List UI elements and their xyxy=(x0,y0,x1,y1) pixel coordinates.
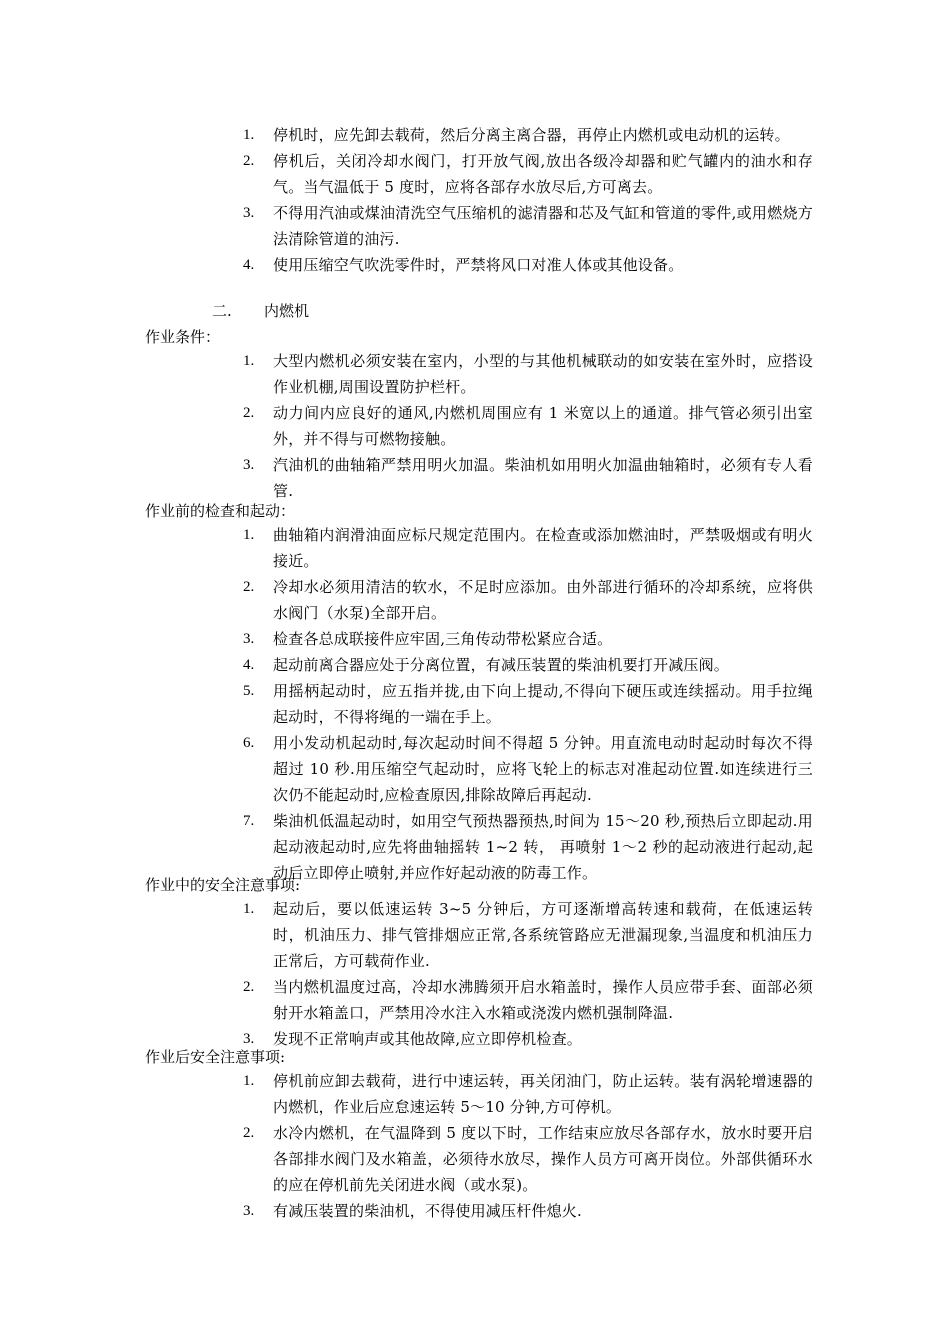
list-number: 4. xyxy=(243,657,255,673)
list-text: 用摇柄起动时，应五指并拢,由下向上提动,不得向下硬压或连续摇动。用手拉绳起动时，不得将绳的一端在手上。 xyxy=(273,682,813,726)
conditions-list xyxy=(0,348,950,504)
prestart-heading: 作业前的检查和起动： xyxy=(145,502,296,520)
after-list xyxy=(0,1068,950,1224)
during-list xyxy=(0,896,950,1052)
list-text: 大型内燃机必须安装在室内，小型的与其他机械联动的如安装在室外时，应搭设作业机棚,周围设置防护栏杆。 xyxy=(273,352,813,396)
after-heading: 作业后安全注意事项: xyxy=(145,1048,286,1066)
list-text: 停机时，应先卸去载荷，然后分离主离合器，再停止内燃机或电动机的运转。 xyxy=(273,126,790,144)
compressor-shutdown-list xyxy=(0,122,950,278)
list-text: 发现不正常响声或其他故障,应立即停机检查。 xyxy=(273,1030,582,1048)
list-number: 1. xyxy=(243,527,255,543)
list-item xyxy=(0,974,950,1026)
list-item xyxy=(0,1120,950,1198)
list-item xyxy=(0,678,950,730)
list-number: 3. xyxy=(243,1031,255,1047)
list-number: 1. xyxy=(243,1073,255,1089)
section-number: 二. xyxy=(212,302,232,320)
list-text: 不得用汽油或煤油清洗空气压缩机的滤清器和芯及气缸和管道的零件,或用燃烧方法清除管道的油污. xyxy=(273,204,813,248)
list-text: 当内燃机温度过高，冷却水沸腾须开启水箱盖时，操作人员应带手套、面部必须射开水箱盖口，严禁用冷水注入水箱或浇泼内燃机强制降温. xyxy=(273,978,813,1022)
list-item xyxy=(0,122,950,148)
list-item xyxy=(0,522,950,574)
list-item xyxy=(0,652,950,678)
during-heading: 作业中的安全注意事项: xyxy=(145,876,301,894)
list-text: 有减压装置的柴油机，不得使用减压杆件熄火. xyxy=(273,1202,582,1220)
list-item xyxy=(0,200,950,252)
section-title-text: 内燃机 xyxy=(264,302,310,320)
list-item xyxy=(0,348,950,400)
list-number: 3. xyxy=(243,205,255,221)
list-number: 3. xyxy=(243,631,255,647)
list-item xyxy=(0,1198,950,1224)
list-item xyxy=(0,148,950,200)
list-item xyxy=(0,626,950,652)
list-number: 1. xyxy=(243,127,255,143)
list-text: 停机前应卸去载荷，进行中速运转，再关闭油门，防止运转。装有涡轮增速器的内燃机，作业后应怠速运转 5～10 分钟,方可停机。 xyxy=(273,1072,813,1116)
list-text: 曲轴箱内润滑油面应标尺规定范围内。在检查或添加燃油时，严禁吸烟或有明火接近。 xyxy=(273,526,813,570)
list-item xyxy=(0,1068,950,1120)
list-text: 柴油机低温起动时，如用空气预热器预热,时间为 15～20 秒,预热后立即起动.用起动液起动时,应先将曲轴摇转 1~2 转， 再喷射 1～2 秒的起动液进行起动,起动后立即停止喷射,并应作好起动液的防毒工作。 xyxy=(273,812,813,882)
list-text: 起动后，要以低速运转 3~5 分钟后，方可逐渐增高转速和载荷，在低速运转时，机油压力、排气管排烟应正常,各系统管路应无泄漏现象,当温度和机油压力正常后，方可载荷作业. xyxy=(273,900,813,970)
list-number: 3. xyxy=(243,457,255,473)
conditions-heading: 作业条件： xyxy=(145,328,221,346)
prestart-list xyxy=(0,522,950,886)
list-item xyxy=(0,452,950,504)
list-number: 1. xyxy=(243,901,255,917)
list-text: 汽油机的曲轴箱严禁用明火加温。柴油机如用明火加温曲轴箱时，必须有专人看管. xyxy=(273,456,813,500)
list-text: 起动前离合器应处于分离位置，有减压装置的柴油机要打开减压阀。 xyxy=(273,656,730,674)
list-number: 7. xyxy=(243,813,255,829)
list-text: 动力间内应良好的通风,内燃机周围应有 1 米宽以上的通道。排气管必须引出室外，并不得与可燃物接触。 xyxy=(273,404,813,448)
list-text: 水冷内燃机，在气温降到 5 度以下时，工作结束应放尽各部存水，放水时要开启各部排水阀门及水箱盖，必须待水放尽，操作人员方可离开岗位。外部供循环水的应在停机前先关闭进水阀（或水泵)。 xyxy=(273,1124,813,1194)
list-item xyxy=(0,574,950,626)
list-item xyxy=(0,730,950,808)
list-number: 5. xyxy=(243,683,255,699)
list-number: 2. xyxy=(243,979,255,995)
list-number: 2. xyxy=(243,405,255,421)
list-number: 3. xyxy=(243,1203,255,1219)
list-number: 2. xyxy=(243,1125,255,1141)
list-number: 2. xyxy=(243,153,255,169)
list-item xyxy=(0,252,950,278)
list-number: 1. xyxy=(243,353,255,369)
list-number: 4. xyxy=(243,257,255,273)
list-text: 检查各总成联接件应牢固,三角传动带松紧应合适。 xyxy=(273,630,613,648)
section-title xyxy=(212,298,309,324)
list-item xyxy=(0,896,950,974)
list-number: 6. xyxy=(243,735,255,751)
list-number: 2. xyxy=(243,579,255,595)
list-text: 用小发动机起动时,每次起动时间不得超 5 分钟。用直流电动时起动时每次不得超过 10 秒.用压缩空气起动时，应将飞轮上的标志对准起动位置.如连续进行三次仍不能起动时,应检查原因,排除故障后再起动. xyxy=(273,734,813,804)
list-text: 冷却水必须用清洁的软水，不足时应添加。由外部进行循环的冷却系统，应将供水阀门（水泵)全部开启。 xyxy=(273,578,813,622)
list-text: 使用压缩空气吹洗零件时，严禁将风口对准人体或其他设备。 xyxy=(273,256,684,274)
list-text: 停机后，关闭冷却水阀门，打开放气阀,放出各级冷却器和贮气罐内的油水和存气。当气温低于 5 度时，应将各部存水放尽后,方可离去。 xyxy=(273,152,813,196)
list-item xyxy=(0,400,950,452)
